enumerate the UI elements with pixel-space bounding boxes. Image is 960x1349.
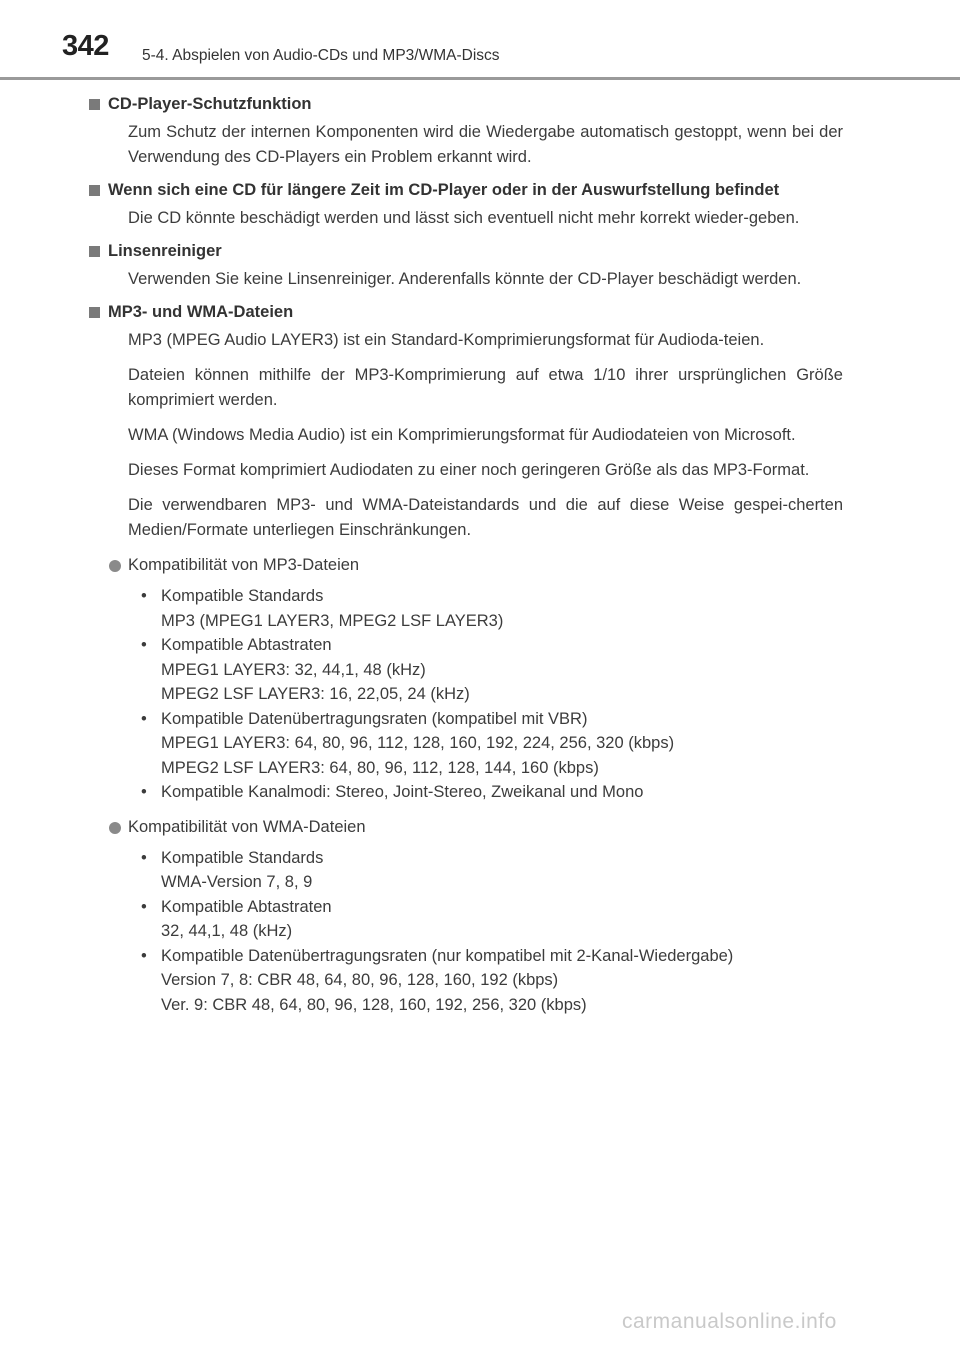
- list-item: [140, 944, 843, 1018]
- list-item: [140, 780, 843, 805]
- paragraph: Verwenden Sie keine Linsenreiniger. Anderenfalls könnte der CD-Player beschädigt werden.: [128, 270, 802, 288]
- item-label: Kompatible Abtastraten: [161, 897, 332, 916]
- item-label: Kompatible Kanalmodi: Stereo, Joint-Stereo, Zweikanal und Mono: [161, 783, 644, 801]
- paragraph: WMA (Windows Media Audio) ist ein Komprimierungsformat für Audiodateien von Microsoft.: [128, 426, 796, 444]
- mp3-compat-heading: [108, 553, 843, 578]
- item-detail: Ver. 9: CBR 48, 64, 80, 96, 128, 160, 192, 256, 320 (kbps): [161, 995, 587, 1014]
- sub-heading-text: Kompatibilität von WMA-Dateien: [128, 817, 366, 836]
- chapter-title: 5-4. Abspielen von Audio-CDs und MP3/WMA-Discs: [142, 47, 500, 64]
- item-detail: MPEG1 LAYER3: 32, 44,1, 48 (kHz): [161, 660, 426, 679]
- item-label: Kompatible Standards: [161, 848, 324, 867]
- paragraph: Dateien können mithilfe der MP3-Komprimierung auf etwa 1/10 ihrer ursprünglichen Größe komprimiert werden.: [128, 366, 843, 409]
- item-label: Kompatible Datenübertragungsraten (nur kompatibel mit 2-Kanal-Wiedergabe): [161, 946, 734, 965]
- square-bullet-icon: [89, 99, 100, 110]
- section-heading: [89, 300, 843, 325]
- section-cd-long-time: [108, 178, 843, 231]
- bullet-icon: •: [141, 897, 147, 916]
- watermark: carmanualsonline.info: [622, 1310, 837, 1333]
- item-label: Kompatible Datenübertragungsraten (kompatibel mit VBR): [161, 709, 588, 728]
- mp3-compat-list: [140, 584, 843, 805]
- page-header: [0, 0, 960, 80]
- list-item: [140, 846, 843, 895]
- list-item: [140, 707, 843, 781]
- paragraph: Zum Schutz der internen Komponenten wird die Wiedergabe automatisch gestoppt, wenn bei der Verwendung des CD-Players ein Problem erkannt wird.: [128, 123, 843, 166]
- item-detail: MPEG2 LSF LAYER3: 16, 22,05, 24 (kHz): [161, 685, 470, 703]
- section-heading: [89, 92, 843, 117]
- list-item: [140, 633, 843, 707]
- item-detail: MP3 (MPEG1 LAYER3, MPEG2 LSF LAYER3): [161, 611, 504, 630]
- heading-text: CD-Player-Schutzfunktion: [108, 95, 312, 113]
- circle-bullet-icon: [109, 560, 121, 572]
- circle-bullet-icon: [109, 822, 121, 834]
- section-lens-cleaner: [108, 239, 843, 292]
- paragraph: Die CD könnte beschädigt werden und lässt sich eventuell nicht mehr korrekt wieder-geben.: [128, 209, 800, 227]
- wma-compat-heading: [108, 815, 843, 840]
- paragraph: Dieses Format komprimiert Audiodaten zu einer noch geringeren Größe als das MP3-Format.: [128, 461, 810, 479]
- bullet-icon: •: [141, 946, 147, 965]
- item-label: Kompatible Standards: [161, 587, 324, 605]
- item-detail: Version 7, 8: CBR 48, 64, 80, 96, 128, 160, 192 (kbps): [161, 971, 559, 989]
- item-detail: MPEG2 LSF LAYER3: 64, 80, 96, 112, 128, 144, 160 (kbps): [161, 758, 599, 777]
- paragraph: MP3 (MPEG Audio LAYER3) ist ein Standard-Komprimierungsformat für Audioda-teien.: [128, 331, 765, 349]
- list-item: [140, 895, 843, 944]
- bullet-icon: •: [141, 783, 147, 801]
- item-label: Kompatible Abtastraten: [161, 636, 332, 654]
- section-heading: [89, 239, 843, 264]
- square-bullet-icon: [89, 246, 100, 257]
- heading-text: MP3- und WMA-Dateien: [108, 303, 294, 321]
- section-mp3-wma: [108, 300, 843, 1017]
- bullet-icon: •: [141, 636, 147, 654]
- bullet-icon: •: [141, 848, 147, 867]
- bullet-icon: •: [141, 587, 147, 605]
- heading-text: Wenn sich eine CD für längere Zeit im CD-Player oder in der Auswurfstellung befindet: [108, 181, 780, 199]
- wma-compat-list: [140, 846, 843, 1018]
- item-detail: MPEG1 LAYER3: 64, 80, 96, 112, 128, 160, 192, 224, 256, 320 (kbps): [161, 734, 675, 752]
- square-bullet-icon: [89, 185, 100, 196]
- square-bullet-icon: [89, 307, 100, 318]
- section-heading: [89, 178, 843, 203]
- list-item: [140, 584, 843, 633]
- page-content: [108, 92, 843, 1025]
- page-number: 342: [62, 30, 109, 62]
- paragraph: Die verwendbaren MP3- und WMA-Dateistandards und die auf diese Weise gespei-cherten Medien/Formate unterliegen Einschränkungen.: [128, 496, 843, 539]
- header-rule: [0, 77, 960, 80]
- sub-heading-text: Kompatibilität von MP3-Dateien: [128, 556, 360, 574]
- section-cd-protection: [108, 92, 843, 170]
- item-detail: WMA-Version 7, 8, 9: [161, 873, 313, 891]
- heading-text: Linsenreiniger: [108, 242, 222, 260]
- item-detail: 32, 44,1, 48 (kHz): [161, 922, 293, 940]
- bullet-icon: •: [141, 709, 147, 728]
